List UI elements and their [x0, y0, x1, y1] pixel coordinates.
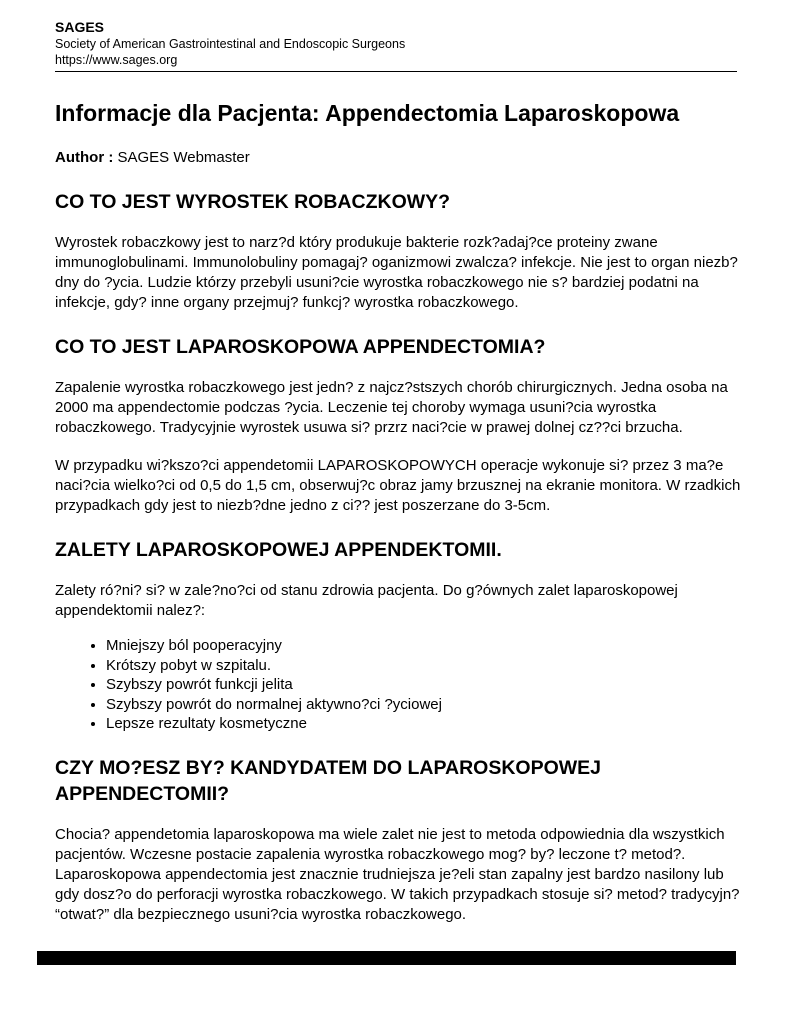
benefits-list: [55, 636, 745, 734]
author-label: Author :: [55, 149, 114, 166]
section-paragraph: W przypadku wi?kszo?ci appendetomii LAPAROSKOPOWYCH operacje wykonuje si? przez 3 ma?e naci?cia wielko?ci od 0,5 do 1,5 cm, obserwuj?c obraz jamy brzusznej na ekranie monitora. W rzadkich przypadkach gdy jest to niezb?dne jedno z ci?? jest poszerzane do 3-5cm.: [55, 457, 741, 514]
list-item: • Krótszy pobyt w szpitalu.: [106, 656, 745, 676]
document-header: [55, 18, 736, 68]
section-heading: CO TO JEST WYROSTEK ROBACZKOWY?: [55, 191, 451, 213]
page-title: Informacje dla Pacjenta: Appendectomia Laparoskopowa: [55, 100, 680, 126]
list-item: • Lepsze rezultaty kosmetyczne: [106, 714, 745, 734]
document-body: [55, 98, 745, 925]
section-paragraph: Zapalenie wyrostka robaczkowego jest jedn? z najcz?stszych chorób chirurgicznych. Jedna osoba na 2000 ma appendectomie podczas ?ycia. Leczenie tej choroby wymaga usuni?cia wyrostka robaczkowego. Tradycyjnie wyrostek usuwa si? przrz naci?cie w prawej dolnej cz??ci brzucha.: [55, 379, 728, 436]
list-item: • Mniejszy ból pooperacyjny: [106, 636, 745, 656]
section-heading: CO TO JEST LAPAROSKOPOWA APPENDECTOMIA?: [55, 336, 546, 358]
footer-bar: [37, 951, 736, 965]
section-paragraph: Zalety ró?ni? si? w zale?no?ci od stanu zdrowia pacjenta. Do g?ównych zalet laparoskopowej appendektomii nalez?:: [55, 582, 678, 619]
section-paragraph: Wyrostek robaczkowy jest to narz?d który produkuje bakterie rozk?adaj?ce proteiny zwane immunoglobulinami. Immunolobuliny pomagaj? oganizmowi zwalcza? infekcje. Nie jest to organ niezb?dny do ?ycia. Ludzie którzy przebyli usuni?cie wyrostka robaczkowego nie s? bardziej podatni na infekcje, gdy? inne organy przejmuj? funkcj? wyrostka robaczkowego.: [55, 234, 738, 311]
header-divider: [55, 71, 737, 72]
section-heading: ZALETY LAPAROSKOPOWEJ APPENDEKTOMII.: [55, 539, 502, 561]
list-item: • Szybszy powrót funkcji jelita: [106, 675, 745, 695]
author-name: SAGES Webmaster: [117, 149, 250, 166]
list-item: • Szybszy powrót do normalnej aktywno?ci ?yciowej: [106, 695, 745, 715]
author-line: [55, 148, 745, 168]
section-heading: CZY MO?ESZ BY? KANDYDATEM DO LAPAROSKOPOWEJ APPENDECTOMII?: [55, 756, 602, 805]
org-name: SAGES: [55, 19, 105, 35]
org-url[interactable]: https://www.sages.org: [55, 53, 178, 67]
org-full-name: Society of American Gastrointestinal and Endoscopic Surgeons: [55, 37, 406, 51]
section-paragraph: Chocia? appendetomia laparoskopowa ma wiele zalet nie jest to metoda odpowiednia dla wszystkich pacjentów. Wczesne postacie zapalenia wyrostka robaczkowego mog? by? leczone t? metod?. Laparoskopowa appendectomia jest znacznie trudniejsza je?eli stan zapalny jest bardzo nasilony lub gdy dosz?o do perforacji wyrostka robaczkowego. W takich przypadkach stosuje si? metod? tradycyjn? “otwat?” dla bezpiecznego usuni?cia wyrostka robaczkowego.: [55, 825, 740, 923]
